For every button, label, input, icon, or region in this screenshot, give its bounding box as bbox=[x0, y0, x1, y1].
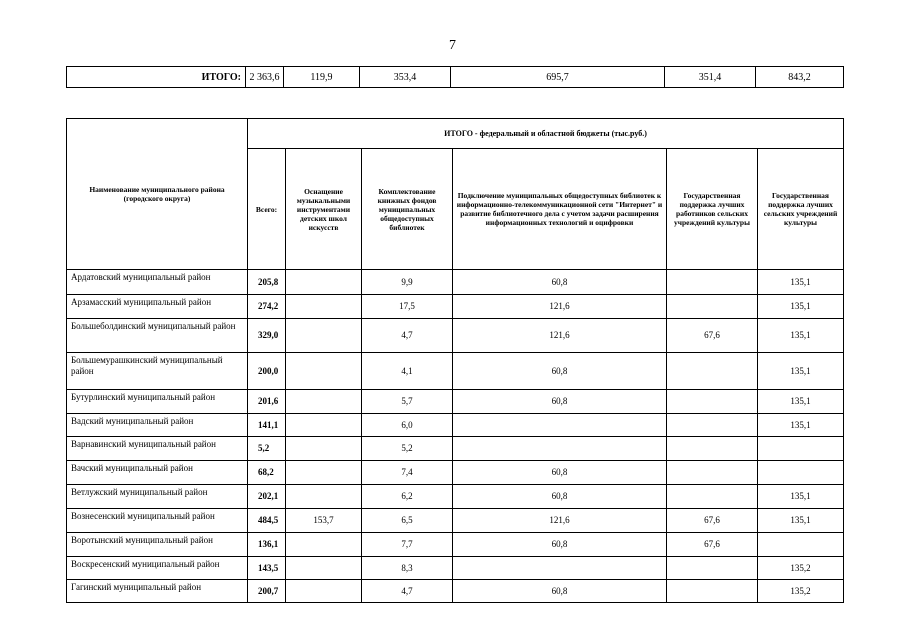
cell-best-institutions: 135,1 bbox=[758, 414, 844, 437]
column-header-internet: Подключение муниципальных общедоступных библиотек к информационно-телекоммуникационной сети "Интернет" и развитие библиотечного дела с учетом задачи расширения информационных технологий и оцифровки bbox=[453, 149, 667, 270]
table-row bbox=[67, 353, 844, 390]
cell-best-workers bbox=[667, 437, 758, 461]
cell-total: 200,0 bbox=[248, 353, 286, 390]
cell-instruments bbox=[286, 437, 362, 461]
cell-instruments bbox=[286, 270, 362, 295]
cell-best-workers: 67,6 bbox=[667, 319, 758, 353]
cell-internet: 60,8 bbox=[453, 580, 667, 603]
cell-best-workers bbox=[667, 461, 758, 485]
cell-internet bbox=[453, 437, 667, 461]
cell-best-workers bbox=[667, 485, 758, 509]
totals-internet: 695,7 bbox=[451, 67, 665, 88]
district-name: Арзамасский муниципальный район bbox=[67, 295, 248, 319]
district-name: Вадский муниципальный район bbox=[67, 414, 248, 437]
table-row bbox=[67, 485, 844, 509]
district-name: Бутурлинский муниципальный район bbox=[67, 390, 248, 414]
column-header-best-workers: Государственная поддержка лучших работников сельских учреждений культуры bbox=[667, 149, 758, 270]
district-name: Вознесенский муниципальный район bbox=[67, 509, 248, 533]
cell-instruments bbox=[286, 461, 362, 485]
cell-book-funds: 6,5 bbox=[362, 509, 453, 533]
district-name: Вачский муниципальный район bbox=[67, 461, 248, 485]
cell-total: 205,8 bbox=[248, 270, 286, 295]
cell-best-institutions bbox=[758, 437, 844, 461]
cell-book-funds: 4,7 bbox=[362, 580, 453, 603]
cell-internet bbox=[453, 557, 667, 580]
totals-label: ИТОГО: bbox=[67, 67, 246, 88]
cell-instruments bbox=[286, 414, 362, 437]
cell-best-workers: 67,6 bbox=[667, 533, 758, 557]
cell-internet: 121,6 bbox=[453, 319, 667, 353]
column-header-book-funds: Комплектование книжных фондов муниципальных общедоступных библиотек bbox=[362, 149, 453, 270]
cell-best-institutions: 135,1 bbox=[758, 270, 844, 295]
table-row bbox=[67, 414, 844, 437]
cell-total: 5,2 bbox=[248, 437, 286, 461]
district-name: Ветлужский муниципальный район bbox=[67, 485, 248, 509]
cell-book-funds: 4,7 bbox=[362, 319, 453, 353]
cell-best-institutions: 135,1 bbox=[758, 353, 844, 390]
cell-instruments bbox=[286, 319, 362, 353]
totals-best-workers: 351,4 bbox=[665, 67, 756, 88]
cell-book-funds: 17,5 bbox=[362, 295, 453, 319]
cell-best-workers bbox=[667, 390, 758, 414]
cell-internet: 60,8 bbox=[453, 353, 667, 390]
totals-all: 2 363,6 bbox=[246, 67, 284, 88]
cell-book-funds: 9,9 bbox=[362, 270, 453, 295]
cell-total: 136,1 bbox=[248, 533, 286, 557]
cell-best-institutions: 135,1 bbox=[758, 295, 844, 319]
table-header-row bbox=[67, 119, 844, 149]
cell-best-institutions bbox=[758, 461, 844, 485]
cell-internet: 60,8 bbox=[453, 390, 667, 414]
cell-instruments bbox=[286, 580, 362, 603]
cell-best-institutions: 135,2 bbox=[758, 557, 844, 580]
cell-total: 484,5 bbox=[248, 509, 286, 533]
table-row bbox=[67, 270, 844, 295]
cell-total: 329,0 bbox=[248, 319, 286, 353]
cell-best-workers bbox=[667, 295, 758, 319]
cell-best-workers bbox=[667, 414, 758, 437]
table-row bbox=[67, 580, 844, 603]
totals-row bbox=[67, 67, 844, 88]
district-funding-table bbox=[66, 118, 844, 603]
cell-total: 201,6 bbox=[248, 390, 286, 414]
cell-best-institutions: 135,2 bbox=[758, 580, 844, 603]
cell-total: 202,1 bbox=[248, 485, 286, 509]
district-name: Большемурашкинский муниципальный район bbox=[67, 353, 248, 390]
table-row bbox=[67, 533, 844, 557]
column-header-best-institutions: Государственная поддержка лучших сельских учреждений культуры bbox=[758, 149, 844, 270]
cell-internet: 60,8 bbox=[453, 533, 667, 557]
budget-group-header: ИТОГО - федеральный и областной бюджеты (тыс.руб.) bbox=[248, 119, 844, 149]
cell-book-funds: 5,2 bbox=[362, 437, 453, 461]
cell-book-funds: 6,0 bbox=[362, 414, 453, 437]
totals-table bbox=[66, 66, 844, 88]
totals-instruments: 119,9 bbox=[284, 67, 360, 88]
cell-book-funds: 7,4 bbox=[362, 461, 453, 485]
cell-internet: 121,6 bbox=[453, 509, 667, 533]
cell-instruments bbox=[286, 533, 362, 557]
district-name: Ардатовский муниципальный район bbox=[67, 270, 248, 295]
cell-best-institutions bbox=[758, 533, 844, 557]
cell-book-funds: 7,7 bbox=[362, 533, 453, 557]
cell-best-institutions: 135,1 bbox=[758, 390, 844, 414]
page-number: 7 bbox=[449, 38, 456, 53]
cell-book-funds: 4,1 bbox=[362, 353, 453, 390]
district-name: Варнавинский муниципальный район bbox=[67, 437, 248, 461]
table-body bbox=[67, 270, 844, 603]
table-row bbox=[67, 437, 844, 461]
cell-best-institutions: 135,1 bbox=[758, 319, 844, 353]
district-name: Воскресенский муниципальный район bbox=[67, 557, 248, 580]
column-header-instruments: Оснащение музыкальными инструментами детских школ искусств bbox=[286, 149, 362, 270]
table-row bbox=[67, 390, 844, 414]
cell-best-workers: 67,6 bbox=[667, 509, 758, 533]
cell-total: 143,5 bbox=[248, 557, 286, 580]
column-header-total: Всего: bbox=[248, 149, 286, 270]
cell-best-workers bbox=[667, 557, 758, 580]
cell-best-workers bbox=[667, 353, 758, 390]
totals-book-funds: 353,4 bbox=[360, 67, 451, 88]
cell-best-workers bbox=[667, 580, 758, 603]
cell-instruments bbox=[286, 557, 362, 580]
table-row bbox=[67, 509, 844, 533]
table-row bbox=[67, 461, 844, 485]
table-row bbox=[67, 319, 844, 353]
cell-instruments bbox=[286, 390, 362, 414]
cell-internet: 60,8 bbox=[453, 270, 667, 295]
district-name: Гагинский муниципальный район bbox=[67, 580, 248, 603]
cell-best-institutions: 135,1 bbox=[758, 509, 844, 533]
cell-internet: 60,8 bbox=[453, 461, 667, 485]
cell-best-workers bbox=[667, 270, 758, 295]
cell-total: 200,7 bbox=[248, 580, 286, 603]
cell-internet bbox=[453, 414, 667, 437]
totals-best-institutions: 843,2 bbox=[756, 67, 844, 88]
cell-instruments bbox=[286, 353, 362, 390]
district-name: Воротынский муниципальный район bbox=[67, 533, 248, 557]
cell-total: 141,1 bbox=[248, 414, 286, 437]
district-name: Большеболдинский муниципальный район bbox=[67, 319, 248, 353]
table-row bbox=[67, 295, 844, 319]
cell-instruments bbox=[286, 485, 362, 509]
table-row bbox=[67, 557, 844, 580]
cell-total: 68,2 bbox=[248, 461, 286, 485]
cell-best-institutions: 135,1 bbox=[758, 485, 844, 509]
cell-internet: 60,8 bbox=[453, 485, 667, 509]
cell-instruments: 153,7 bbox=[286, 509, 362, 533]
cell-book-funds: 5,7 bbox=[362, 390, 453, 414]
cell-book-funds: 6,2 bbox=[362, 485, 453, 509]
cell-instruments bbox=[286, 295, 362, 319]
cell-total: 274,2 bbox=[248, 295, 286, 319]
cell-book-funds: 8,3 bbox=[362, 557, 453, 580]
cell-internet: 121,6 bbox=[453, 295, 667, 319]
district-column-header: Наименование муниципального района (городского округа) bbox=[67, 119, 248, 270]
